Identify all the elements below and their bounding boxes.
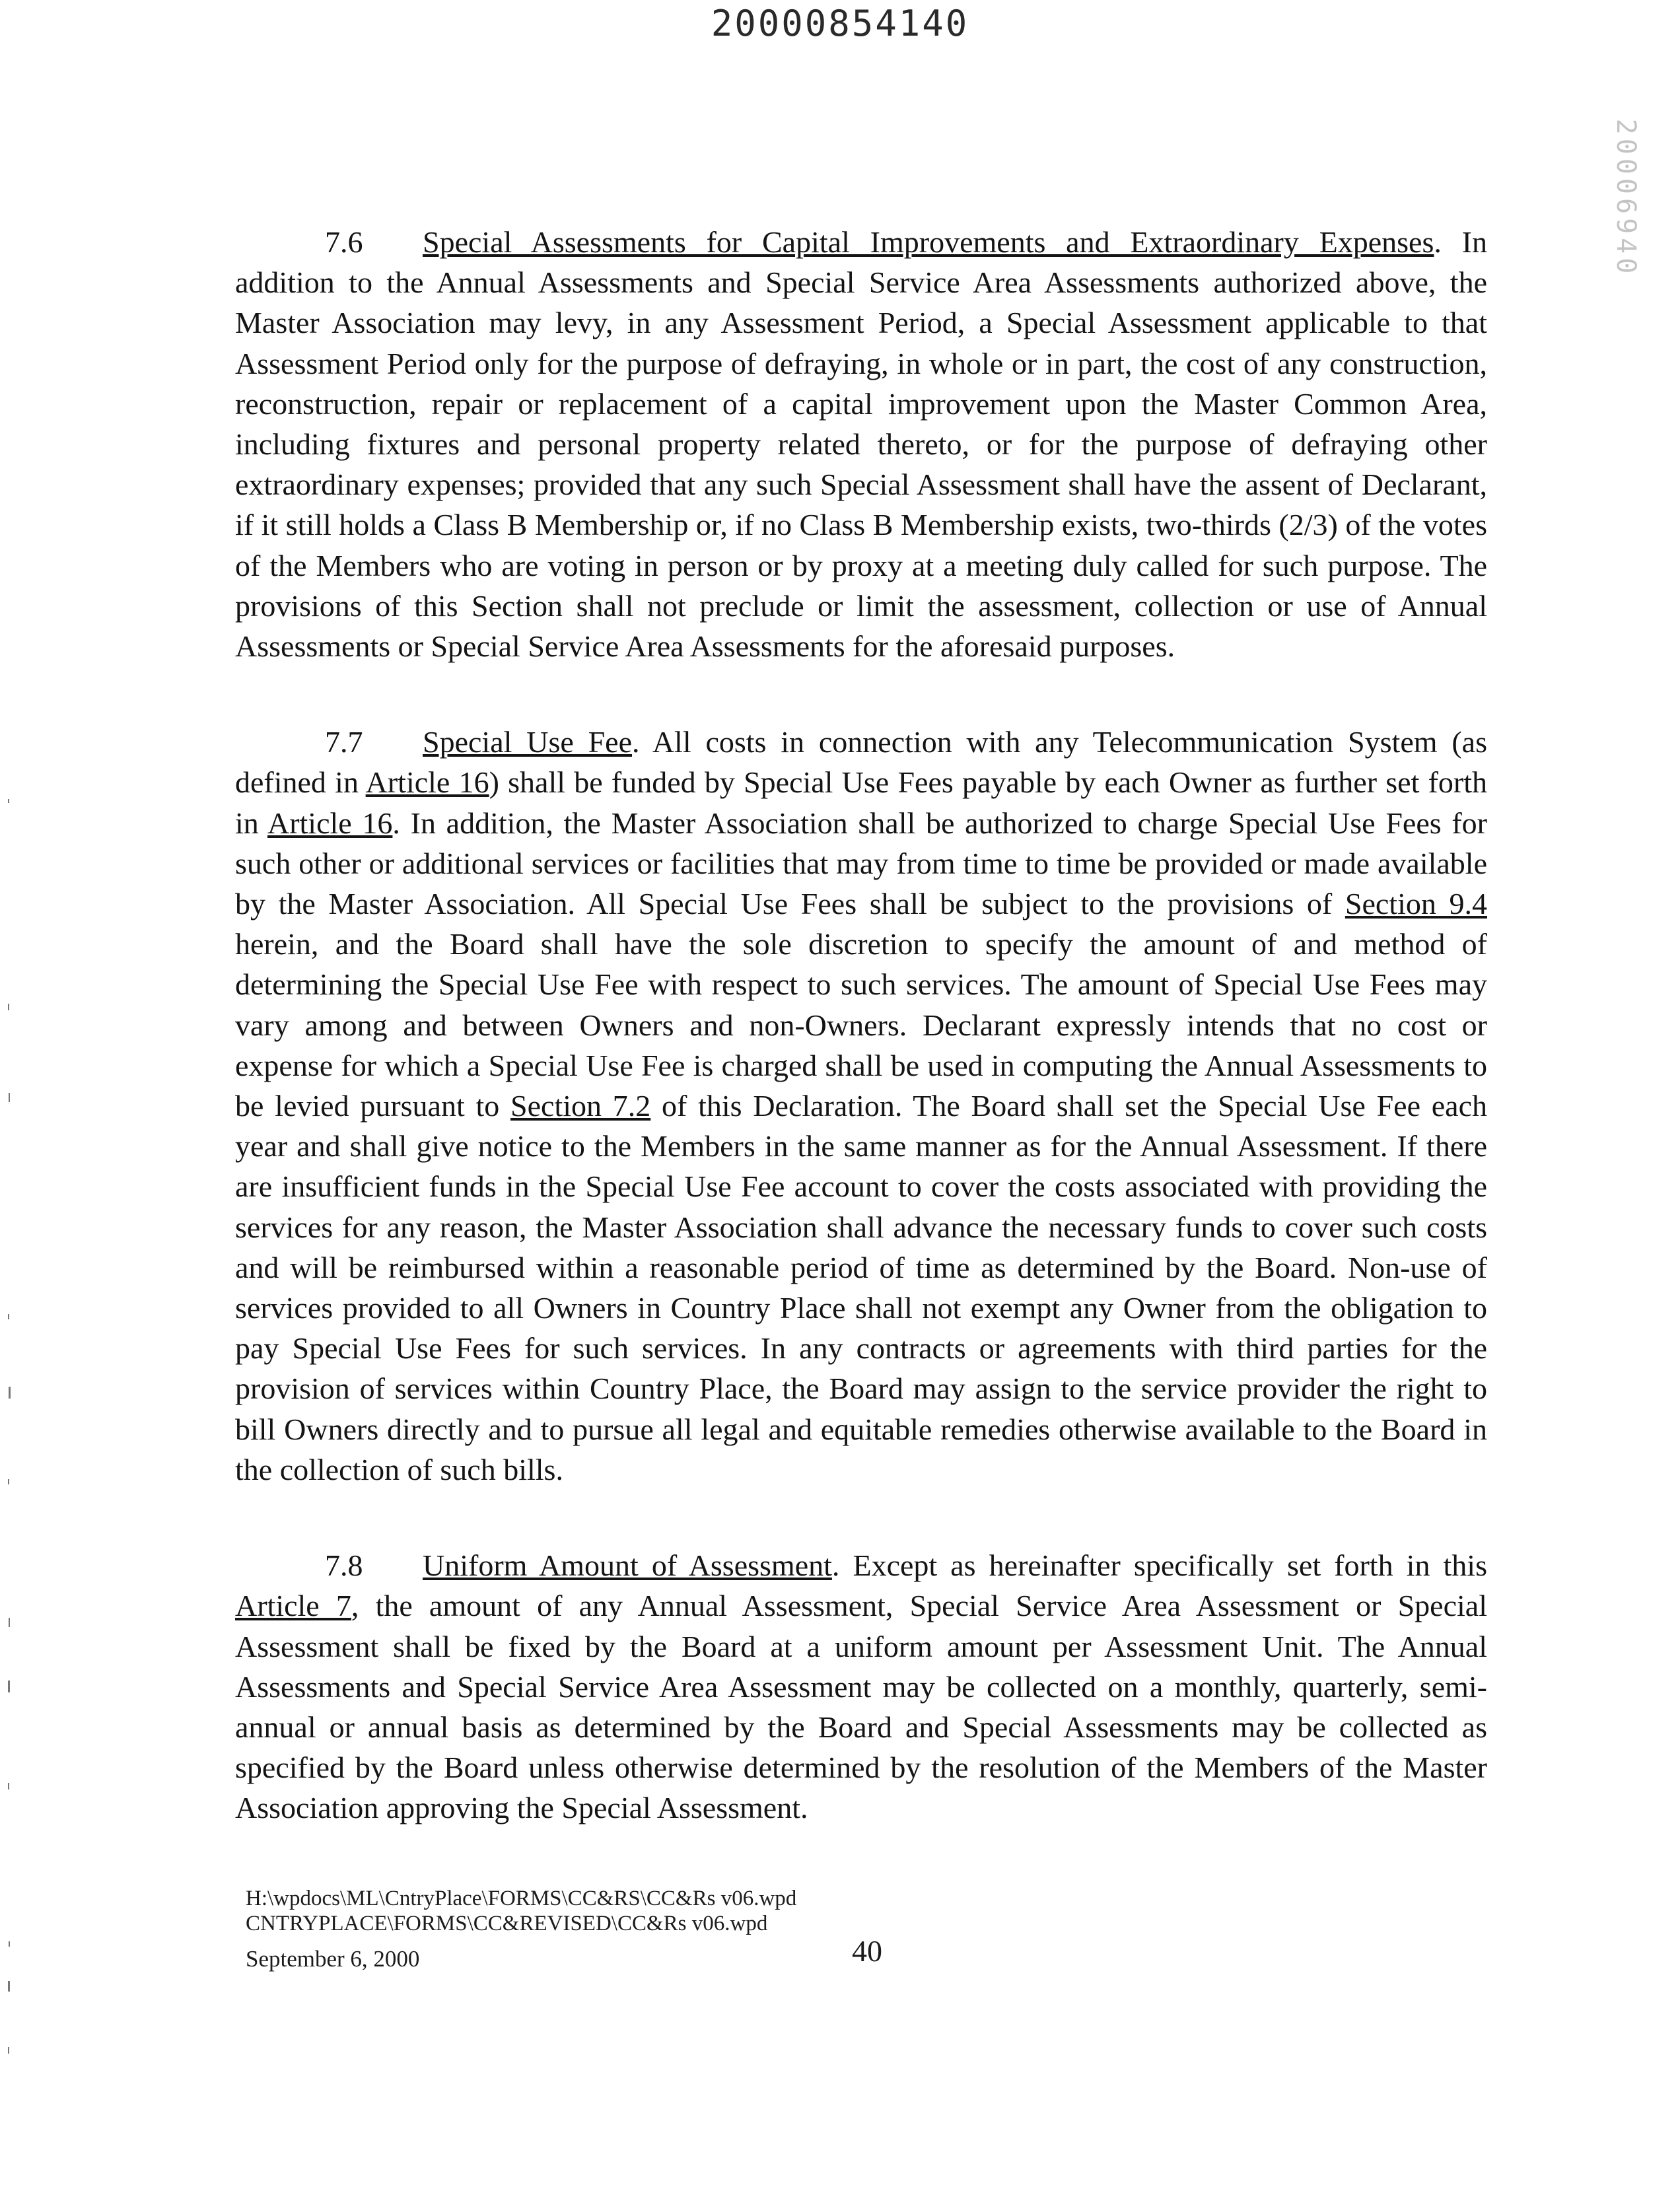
article-reference: Article 16 — [365, 765, 489, 800]
footer-path-line: CNTRYPLACE\FORMS\CC&REVISED\CC&Rs v06.wpd — [246, 1912, 768, 1935]
section-heading: Uniform Amount of Assessment — [423, 1548, 832, 1583]
section-text: , the amount of any Annual Assessment, Special Service Area Assessment or Special Assessment shall be fixed by the Board at a uniform amount per Assessment Unit. The Annual Assessments and Special Service Area Assessment may be collected on a monthly, quarterly, semi-annual or annual basis as determined by the Board and Special Assessments may be collected as specified by the Board unless otherwise determined by the resolution of the Members of the Master Association approving the Special Assessment. — [235, 1589, 1487, 1825]
section-7-6: 7.6 Special Assessments for Capital Improvements and Extraordinary Expenses. In addition to the Annual Assessments and Special Service Area Assessments authorized above, the Master Association may levy, in any Assessment Period, a Special Assessment applicable to that Assessment Period only for the purpose of defraying, in whole or in part, the cost of any construction, reconstruction, repair or replacement of a capital improvement upon the Master Common Area, including fixtures and personal property related thereto, or for the purpose of defraying other extraordinary expenses; provided that any such Special Assessment shall have the assent of Declarant, if it still holds a Class B Membership or, if no Class B Membership exists, two-thirds (2/3) of the votes of the Members who are voting in person or by proxy at a meeting duly called for such purpose. The provisions of this Section shall not preclude or limit the assessment, collection or use of Annual Assessments or Special Service Area Assessments for the aforesaid purposes. — [235, 222, 1487, 666]
section-7-8: 7.8 Uniform Amount of Assessment. Except as hereinafter specifically set forth in this Article 7, the amount of any Annual Assessment, Special Service Area Assessment or Special Assessment shall be fixed by the Board at a uniform amount per Assessment Unit. The Annual Assessments and Special Service Area Assessment may be collected on a monthly, quarterly, semi-annual or annual basis as determined by the Board and Special Assessments may be collected as specified by the Board unless otherwise determined by the resolution of the Members of the Master Association approving the Special Assessment. — [235, 1545, 1487, 1828]
section-text: All costs in connection with any Telecommunication System (as defined in — [235, 725, 1487, 800]
section-heading: Special Use Fee — [423, 725, 633, 759]
section-text: In addition to the Annual Assessments and Special Service Area Assessments authorized above, the Master Association may levy, in any Assessment Period, a Special Assessment applicable to that Assessment Period only for the purpose of defraying, in whole or in part, the cost of any construction, reconstruction, repair or replacement of a capital improvement upon the Master Common Area, including fixtures and personal property related thereto, or for the purpose of defraying other extraordinary expenses; provided that any such Special Assessment shall have the assent of Declarant, if it still holds a Class B Membership or, if no Class B Membership exists, two-thirds (2/3) of the votes of the Members who are voting in person or by proxy at a meeting duly called for such purpose. The provisions of this Section shall not preclude or limit the assessment, collection or use of Annual Assessments or Special Service Area Assessments for the aforesaid purposes. — [235, 225, 1487, 664]
section-text: of this Declaration. The Board shall set the Special Use Fee each year and shall give notice to the Members in the same manner as for the Annual Assessment. If there are insufficient funds in the Special Use Fee account to cover the costs associated with providing the services for any reason, the Master Association shall advance the necessary funds to cover such costs and will be reimbursed within a reasonable period of time as determined by the Board. Non-use of services provided to all Owners in Country Place shall not exempt any Owner from the obligation to pay Special Use Fees for such services. In any contracts or agreements with third parties for the provision of services within Country Place, the Board may assign to the service provider the right to bill Owners directly and to pursue all legal and equitable remedies otherwise available to the Board in the collection of such bills. — [235, 1089, 1488, 1486]
section-text: ) shall be funded by Special Use Fees payable by each Owner as further set forth in — [235, 765, 1488, 840]
section-reference: Section 7.2 — [510, 1089, 651, 1123]
section-number: 7.7 — [325, 725, 363, 759]
article-reference: Article 16 — [267, 806, 393, 840]
margin-stamp — [1605, 99, 1647, 297]
article-reference: Article 7 — [235, 1589, 351, 1623]
section-text: . In addition, the Master Association shall be authorized to charge Special Use Fees for such other or additional services or facilities that may from time to time be provided or made available by the Master Association. All Special Use Fees shall be subject to the provisions of — [235, 806, 1487, 921]
footer-file-path — [246, 1886, 796, 1936]
section-number: 7.8 — [325, 1548, 363, 1583]
section-text: herein, and the Board shall have the sole discretion to specify the amount of and method of determining the Special Use Fee with respect to such services. The amount of Special Use Fees may vary among and between Owners and non-Owners. Declarant expressly intends that no cost or expense for which a Special Use Fee is charged shall be used in computing the Annual Assessments to be levied pursuant to — [235, 927, 1487, 1123]
document-number: 20000854140 — [711, 3, 969, 44]
page-number: 40 — [852, 1934, 882, 1968]
margin-specks — [0, 0, 40, 2187]
section-number: 7.6 — [325, 225, 363, 259]
document-body — [235, 222, 1487, 1884]
section-heading: Special Assessments for Capital Improvements and Extraordinary Expenses — [423, 225, 1434, 259]
section-text: Except as hereinafter specifically set forth in this — [853, 1548, 1487, 1583]
section-reference: Section 9.4 — [1345, 887, 1487, 921]
margin-stamp-text: 20006940 — [1611, 118, 1641, 278]
footer-date: September 6, 2000 — [246, 1946, 420, 1972]
section-7-7: 7.7 Special Use Fee. All costs in connection with any Telecommunication System (as defined in Article 16) shall be funded by Special Use Fees payable by each Owner as further set forth in Article 16. In addition, the Master Association shall be authorized to charge Special Use Fees for such other or additional services or facilities that may from time to time be provided or made available by the Master Association. All Special Use Fees shall be subject to the provisions of Section 9.4 herein, and the Board shall have the sole discretion to specify the amount of and method of determining the Special Use Fee with respect to such services. The amount of Special Use Fees may vary among and between Owners and non-Owners. Declarant expressly intends that no cost or expense for which a Special Use Fee is charged shall be used in computing the Annual Assessments to be levied pursuant to Section 7.2 of this Declaration. The Board shall set the Special Use Fee each year and shall give notice to the Members in the same manner as for the Annual Assessment. If there are insufficient funds in the Special Use Fee account to cover the costs associated with providing the services for any reason, the Master Association shall advance the necessary funds to cover such costs and will be reimbursed within a reasonable period of time as determined by the Board. Non-use of services provided to all Owners in Country Place shall not exempt any Owner from the obligation to pay Special Use Fees for such services. In any contracts or agreements with third parties for the provision of services within Country Place, the Board may assign to the service provider the right to bill Owners directly and to pursue all legal and equitable remedies otherwise available to the Board in the collection of such bills. — [235, 722, 1487, 1490]
footer-path-line: H:\wpdocs\ML\CntryPlace\FORMS\CC&RS\CC&Rs v06.wpd — [246, 1887, 797, 1910]
